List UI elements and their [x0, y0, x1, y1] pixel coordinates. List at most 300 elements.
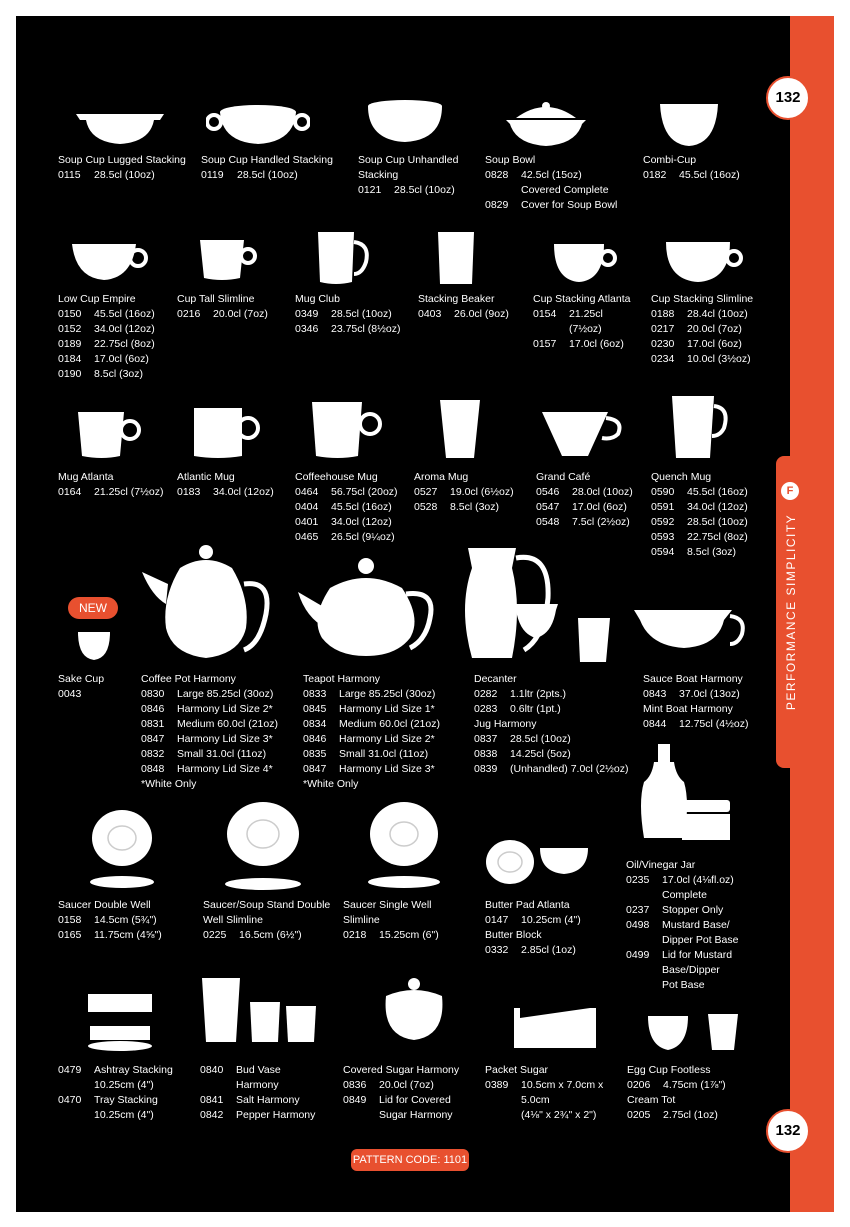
product-row — [141, 717, 291, 732]
product-description: Small 31.0cl (11oz) — [339, 748, 429, 760]
product-code: 0591 — [651, 501, 675, 513]
product-code: 0404 — [295, 501, 319, 513]
product-description: 21.25cl — [569, 308, 603, 320]
product-block — [295, 470, 415, 545]
product-code: 0593 — [651, 531, 675, 543]
product-row — [303, 732, 453, 747]
product-code: 0843 — [643, 688, 667, 700]
product-name: Decanter — [474, 673, 517, 685]
product-description: 12.75cl (4½oz) — [679, 718, 749, 730]
pattern-code: PATTERN CODE: 1101 — [351, 1149, 469, 1171]
product-row — [58, 485, 173, 500]
product-description: 28.5cl (10oz) — [94, 169, 155, 181]
product-row — [418, 307, 528, 322]
teapot-harmony-icon — [296, 556, 440, 660]
product-description: 20.0cl (7oz) — [379, 1079, 434, 1091]
product-description: 19.0cl (6½oz) — [450, 486, 514, 498]
product-name: Cream Tot — [627, 1094, 676, 1106]
product-name: Mint Boat Harmony — [643, 703, 733, 715]
product-description: Harmony Lid Size 3* — [177, 733, 273, 745]
product-code: 0829 — [485, 199, 509, 211]
product-code: 0848 — [141, 763, 165, 775]
product-description: Stopper Only — [662, 904, 724, 916]
product-description: 21.25cl (7½oz) — [94, 486, 164, 498]
product-code: 0147 — [485, 914, 509, 926]
product-row — [58, 168, 198, 183]
product-code: 0218 — [343, 929, 367, 941]
product-row — [651, 352, 771, 367]
saucer-single-well-icon — [366, 800, 442, 890]
product-row — [343, 928, 463, 943]
product-name: Packet Sugar — [485, 1064, 549, 1076]
product-code: 0846 — [141, 703, 165, 715]
product-row — [58, 337, 173, 352]
product-code: 0154 — [533, 308, 557, 320]
product-code: 0470 — [58, 1094, 82, 1106]
product-code: 0332 — [485, 944, 509, 956]
product-code: 0283 — [474, 703, 498, 715]
product-row — [200, 1063, 320, 1078]
product-description: Bud Vase — [236, 1064, 281, 1076]
product-code: 0184 — [58, 353, 82, 365]
section-tab-label-wrap — [776, 456, 806, 768]
product-row — [141, 687, 291, 702]
product-block — [474, 672, 634, 777]
product-description: Large 85.25cl (30oz) — [177, 688, 274, 700]
product-code: 0188 — [651, 308, 675, 320]
product-description: 45.5cl (16oz) — [679, 169, 740, 181]
product-block — [58, 153, 198, 183]
product-name: Coffeehouse Mug — [295, 471, 378, 483]
product-description: 34.0cl (12oz) — [213, 486, 274, 498]
product-row — [651, 485, 771, 500]
product-row — [651, 545, 771, 560]
product-description: Lid for Covered — [379, 1094, 451, 1106]
product-row — [177, 485, 287, 500]
product-row — [474, 687, 634, 702]
page-number-bottom: 132 — [766, 1109, 810, 1153]
product-row — [485, 198, 635, 213]
product-row — [295, 307, 410, 322]
product-row — [58, 687, 133, 702]
product-row — [626, 903, 756, 918]
product-row — [485, 943, 605, 958]
product-code: 0594 — [651, 546, 675, 558]
product-row — [533, 322, 643, 337]
covered-sugar-harmony-icon — [382, 978, 446, 1044]
product-row — [651, 530, 771, 545]
coffeehouse-mug-icon — [310, 400, 382, 462]
product-name: Butter Pad Atlanta — [485, 899, 570, 911]
product-code — [485, 1093, 521, 1108]
product-description: 8.5cl (3oz) — [94, 368, 144, 380]
product-name: Sake Cup — [58, 673, 105, 685]
product-row — [295, 500, 415, 515]
product-name: Butter Block — [485, 929, 542, 941]
soup-cup-lugged-icon — [72, 102, 168, 148]
product-row — [343, 1108, 468, 1123]
product-block — [141, 672, 291, 792]
product-row — [643, 717, 773, 732]
product-code: 0189 — [58, 338, 82, 350]
product-row — [58, 352, 173, 367]
product-description: 1.1ltr (2pts.) — [510, 688, 567, 700]
product-code: 0840 — [200, 1064, 224, 1076]
product-block — [485, 153, 635, 213]
product-block — [651, 292, 771, 367]
product-code: 0401 — [295, 516, 319, 528]
product-description: 17.0cl (6oz) — [569, 338, 624, 350]
cup-tall-slimline-icon — [196, 236, 260, 286]
product-name: Mug Club — [295, 293, 340, 305]
product-code: 0150 — [58, 308, 82, 320]
product-row — [203, 928, 338, 943]
product-row — [141, 702, 291, 717]
product-row — [58, 928, 188, 943]
product-code: 0590 — [651, 486, 675, 498]
aroma-mug-icon — [438, 398, 482, 462]
product-row — [303, 687, 453, 702]
sake-cup-icon — [76, 630, 112, 662]
product-description: 2.75cl (1oz) — [663, 1109, 718, 1121]
product-row — [200, 1108, 320, 1123]
product-description: 34.0cl (12oz) — [687, 501, 748, 513]
product-code: 0548 — [536, 516, 560, 528]
product-description: 2.85cl (1oz) — [521, 944, 576, 956]
product-row — [626, 933, 756, 948]
product-row — [533, 337, 643, 352]
product-code: 0846 — [303, 733, 327, 745]
product-block — [303, 672, 453, 792]
product-block — [485, 898, 605, 958]
product-description: Covered Complete — [521, 184, 609, 196]
product-name: Stacking Beaker — [418, 293, 495, 305]
product-row — [303, 702, 453, 717]
product-name: Teapot Harmony — [303, 673, 381, 685]
product-description: 10.25cm (4") — [94, 1079, 154, 1091]
product-description: 22.75cl (8oz) — [94, 338, 155, 350]
product-description: 28.5cl (10oz) — [331, 308, 392, 320]
product-code: 0164 — [58, 486, 82, 498]
product-name: Egg Cup Footless — [627, 1064, 711, 1076]
product-description: Base/Dipper — [662, 964, 720, 976]
product-description: 11.75cm (4⅝") — [94, 929, 162, 941]
product-block — [626, 858, 756, 993]
product-description: 7.5cl (2½oz) — [572, 516, 630, 528]
product-description: 28.5cl (10oz) — [687, 516, 748, 528]
product-code — [626, 963, 662, 978]
product-row — [58, 1108, 178, 1123]
product-name: Covered Sugar Harmony — [343, 1064, 460, 1076]
product-row — [295, 485, 415, 500]
product-code: 0235 — [626, 874, 650, 886]
product-code — [626, 933, 662, 948]
brand-logo-icon: F — [781, 482, 799, 500]
product-row — [295, 515, 415, 530]
butter-pad-block-icon — [484, 836, 592, 888]
product-description: 0.6ltr (1pt.) — [510, 703, 561, 715]
product-code: 0225 — [203, 929, 227, 941]
product-block — [358, 153, 478, 198]
product-description: 22.75cl (8oz) — [687, 531, 748, 543]
product-row — [141, 747, 291, 762]
product-code: 0282 — [474, 688, 498, 700]
product-code: 0547 — [536, 501, 560, 513]
product-code: 0115 — [58, 169, 81, 181]
product-code: 0845 — [303, 703, 327, 715]
product-description: Mustard Base/ — [662, 919, 730, 931]
product-row — [141, 762, 291, 777]
product-description: 26.5cl (9¼oz) — [331, 531, 395, 543]
product-code — [626, 888, 662, 903]
product-name: Saucer/Soup Stand Double Well Slimline — [203, 899, 331, 926]
product-row — [643, 168, 773, 183]
product-code — [200, 1078, 236, 1093]
product-code: 0834 — [303, 718, 327, 730]
product-description: 20.0cl (7oz) — [687, 323, 742, 335]
product-description: (4⅛" x 2¾" x 2") — [521, 1109, 597, 1121]
product-description: 28.5cl (10oz) — [237, 169, 298, 181]
grand-cafe-icon — [540, 408, 626, 462]
product-name: Cup Stacking Slimline — [651, 293, 754, 305]
product-block — [643, 153, 773, 183]
product-block — [536, 470, 646, 530]
product-description: 34.0cl (12oz) — [331, 516, 392, 528]
product-block — [651, 470, 771, 560]
product-row — [626, 918, 756, 933]
product-description: Harmony Lid Size 2* — [339, 733, 435, 745]
product-name: Saucer Single Well Slimline — [343, 899, 432, 926]
product-description: 26.0cl (9oz) — [454, 308, 509, 320]
product-row — [626, 948, 756, 963]
product-description: Medium 60.0cl (21oz) — [339, 718, 440, 730]
product-block — [533, 292, 643, 352]
page-number-top: 132 — [766, 76, 810, 120]
product-description: 34.0cl (12oz) — [94, 323, 155, 335]
product-code: 0389 — [485, 1079, 509, 1091]
product-row — [200, 1093, 320, 1108]
product-name: Jug Harmony — [474, 718, 537, 730]
product-name: Coffee Pot Harmony — [141, 673, 236, 685]
sauce-boat-harmony-icon — [632, 602, 748, 658]
product-code — [485, 1108, 521, 1123]
product-block — [203, 898, 338, 943]
product-code: 0849 — [343, 1094, 367, 1106]
product-name: Grand Café — [536, 471, 591, 483]
product-description: Harmony Lid Size 1* — [339, 703, 435, 715]
product-name: Combi-Cup — [643, 154, 697, 166]
product-row — [303, 747, 453, 762]
product-row — [536, 515, 646, 530]
product-row — [643, 687, 773, 702]
product-description: Tray Stacking — [94, 1094, 158, 1106]
product-block — [177, 292, 287, 322]
product-row — [485, 1093, 605, 1108]
product-name: Cup Tall Slimline — [177, 293, 255, 305]
product-code: 0844 — [643, 718, 667, 730]
soup-cup-unhandled-icon — [366, 98, 444, 146]
product-code: 0841 — [200, 1094, 224, 1106]
product-name: Cup Stacking Atlanta — [533, 293, 631, 305]
product-code: 0836 — [343, 1079, 367, 1091]
product-description: 17.0cl (4⅛fl.oz) — [662, 874, 734, 886]
product-code: 0157 — [533, 338, 557, 350]
low-cup-empire-icon — [70, 236, 150, 286]
product-row — [177, 307, 287, 322]
product-name: Soup Cup Unhandled Stacking — [358, 154, 459, 181]
mug-atlanta-icon — [76, 408, 142, 462]
product-description: Harmony — [236, 1079, 279, 1091]
product-row — [358, 183, 478, 198]
product-row — [626, 978, 756, 993]
coffee-pot-harmony-icon — [140, 544, 272, 664]
oil-vinegar-jar-icon — [638, 742, 734, 844]
product-code: 0835 — [303, 748, 327, 760]
product-row — [414, 485, 529, 500]
product-code: 0847 — [141, 733, 165, 745]
product-code — [58, 1078, 94, 1093]
product-row — [414, 500, 529, 515]
product-row — [474, 702, 634, 717]
product-description: 17.0cl (6oz) — [94, 353, 149, 365]
product-row — [651, 500, 771, 515]
product-block — [58, 672, 133, 702]
ashtray-tray-stacking-icon — [86, 990, 154, 1052]
product-code: 0546 — [536, 486, 560, 498]
product-block — [201, 153, 351, 183]
product-block — [343, 1063, 468, 1123]
new-badge: NEW — [68, 597, 118, 619]
product-description: 45.5cl (16oz) — [687, 486, 748, 498]
product-description: 20.0cl (7oz) — [213, 308, 268, 320]
product-description: Pepper Harmony — [236, 1109, 316, 1121]
product-code: 0527 — [414, 486, 438, 498]
product-description: Lid for Mustard — [662, 949, 733, 961]
product-row — [58, 1093, 178, 1108]
product-block — [58, 1063, 178, 1123]
product-row — [626, 888, 756, 903]
product-code: 0165 — [58, 929, 82, 941]
product-description: (7½oz) — [569, 323, 602, 335]
product-description: Pot Base — [662, 979, 705, 991]
product-row — [58, 913, 188, 928]
product-row — [651, 337, 771, 352]
section-tab-label: PERFORMANCE SIMPLICITY — [784, 513, 799, 711]
product-description: 45.5cl (16oz) — [94, 308, 155, 320]
product-block — [177, 470, 287, 500]
mug-club-icon — [314, 230, 374, 288]
product-row — [58, 367, 173, 382]
product-name: Soup Cup Handled Stacking — [201, 154, 333, 166]
product-code: 0833 — [303, 688, 327, 700]
product-block — [643, 672, 773, 732]
product-row — [627, 1078, 757, 1093]
product-code: 0499 — [626, 949, 650, 961]
product-code: 0403 — [418, 308, 442, 320]
product-row — [474, 747, 634, 762]
soup-bowl-icon — [504, 100, 588, 148]
product-block — [343, 898, 463, 943]
soup-cup-handled-icon — [206, 102, 310, 148]
product-code: 0464 — [295, 486, 319, 498]
product-name: Sauce Boat Harmony — [643, 673, 743, 685]
product-description: 28.5cl (10oz) — [394, 184, 455, 196]
product-code: 0158 — [58, 914, 82, 926]
product-name: Aroma Mug — [414, 471, 469, 483]
product-row — [485, 1108, 605, 1123]
product-description: 10.25cm (4") — [94, 1109, 154, 1121]
product-code — [485, 183, 521, 198]
product-description: Harmony Lid Size 4* — [177, 763, 273, 775]
product-row — [474, 762, 634, 777]
product-block — [414, 470, 529, 515]
cup-stacking-atlanta-icon — [552, 240, 618, 286]
product-code: 0205 — [627, 1109, 651, 1121]
product-row — [533, 307, 643, 322]
product-description: 14.25cl (5oz) — [510, 748, 571, 760]
product-name: Soup Bowl — [485, 154, 536, 166]
product-code: 0346 — [295, 323, 319, 335]
product-description: Harmony Lid Size 3* — [339, 763, 435, 775]
product-code: 0349 — [295, 308, 319, 320]
product-row — [200, 1078, 320, 1093]
product-row — [485, 168, 635, 183]
atlantic-mug-icon — [192, 404, 262, 462]
product-code: 0592 — [651, 516, 675, 528]
product-row — [141, 732, 291, 747]
product-row — [58, 307, 173, 322]
product-row — [295, 530, 415, 545]
product-description: (Unhandled) 7.0cl (2½oz) — [510, 763, 629, 775]
product-name: Quench Mug — [651, 471, 712, 483]
product-code: 0217 — [651, 323, 675, 335]
quench-mug-icon — [668, 394, 732, 462]
product-code: 0838 — [474, 748, 498, 760]
product-code: 0121 — [358, 184, 382, 196]
product-description: 5.0cm — [521, 1094, 550, 1106]
saucer-double-well-icon — [88, 808, 156, 892]
product-description: Harmony Lid Size 2* — [177, 703, 273, 715]
product-name: Saucer Double Well — [58, 899, 151, 911]
product-description: 10.0cl (3½oz) — [687, 353, 751, 365]
product-row — [303, 762, 453, 777]
combi-cup-icon — [658, 100, 720, 148]
product-description: Salt Harmony — [236, 1094, 300, 1106]
product-description: 10.5cm x 7.0cm x — [521, 1079, 604, 1091]
product-code — [58, 1108, 94, 1123]
product-description: 56.75cl (20oz) — [331, 486, 398, 498]
product-row — [58, 1078, 178, 1093]
bud-vase-salt-pepper-icon — [198, 976, 322, 1046]
product-description: 15.25cm (6") — [379, 929, 439, 941]
product-description: 28.5cl (10oz) — [510, 733, 571, 745]
product-code: 0839 — [474, 763, 498, 775]
product-row — [485, 183, 635, 198]
product-row — [536, 500, 646, 515]
product-description: 37.0cl (13oz) — [679, 688, 740, 700]
product-description: 28.0cl (10oz) — [572, 486, 633, 498]
product-description: 17.0cl (6oz) — [572, 501, 627, 513]
product-block — [58, 470, 173, 500]
product-block — [418, 292, 528, 322]
product-description: 8.5cl (3oz) — [450, 501, 500, 513]
product-code: 0498 — [626, 919, 650, 931]
product-row — [58, 322, 173, 337]
product-description: Sugar Harmony — [379, 1109, 453, 1121]
product-description: 17.0cl (6oz) — [687, 338, 742, 350]
product-code: 0216 — [177, 308, 201, 320]
product-name: Mug Atlanta — [58, 471, 114, 483]
